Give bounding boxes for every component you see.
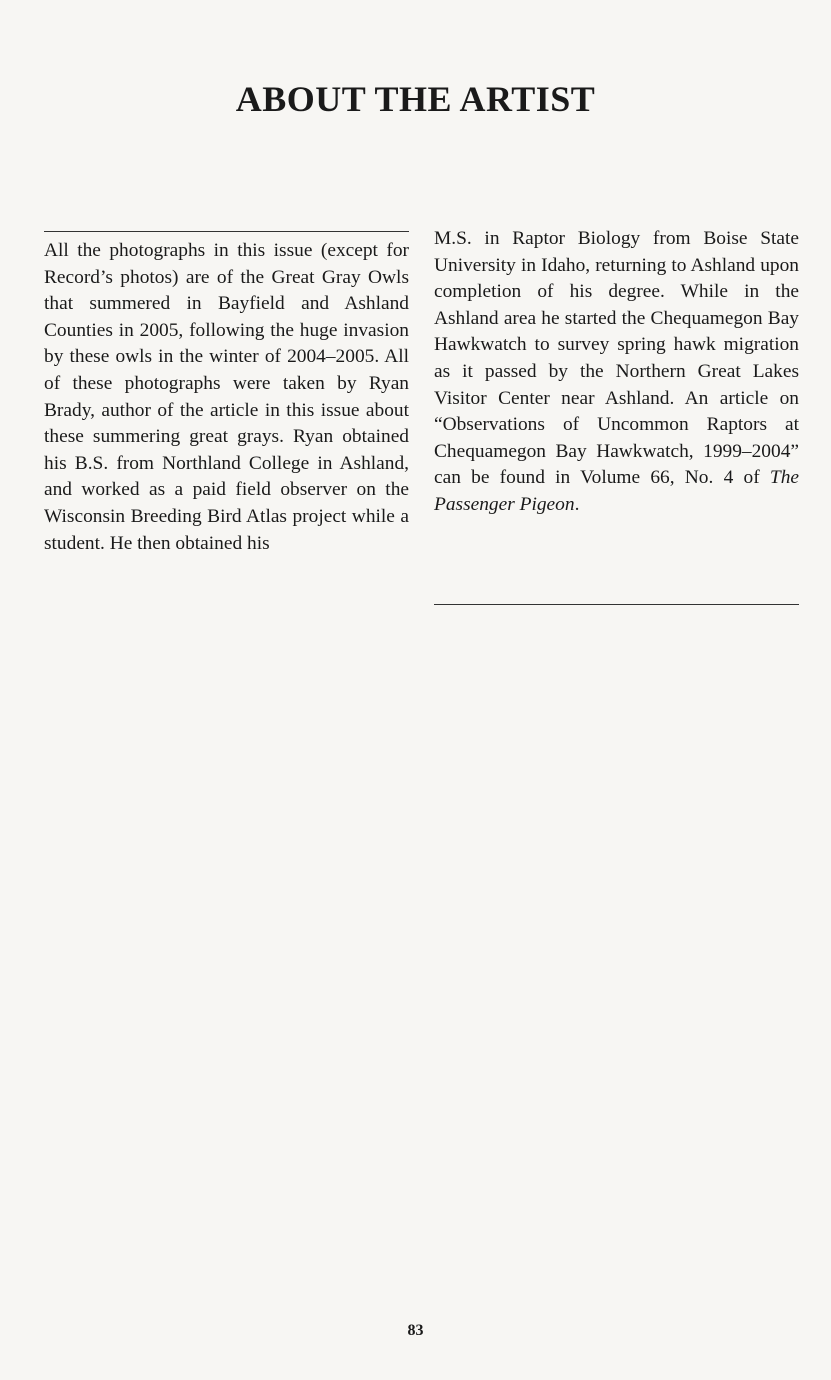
end-punctuation: . bbox=[574, 493, 580, 515]
right-column bbox=[434, 226, 799, 519]
right-column-paragraph bbox=[434, 226, 799, 519]
right-column-text: M.S. in Raptor Biology from Boise State University in Idaho, returning to Ashland upon completion of his degree. While in the Ashland area he started the Chequamegon Bay Hawkwatch to survey spring hawk migration as it passed by the Northern Great Lakes Visitor Center near Ashland. An article on “Observations of Uncommon Raptors at Chequamegon Bay Hawkwatch, 1999–2004” can be found in Volume 66, No. 4 of bbox=[434, 228, 799, 489]
page-title: ABOUT THE ARTIST bbox=[235, 79, 596, 119]
left-column-paragraph: All the photographs in this issue (except for Record’s photos) are of the Great Gray Owls that summered in Bayfield and Ashland Counties in 2005, following the huge invasion by these owls in the winter of 2004–2005. All of these photographs were taken by Ryan Brady, author of the article in this issue about these summering great grays. Ryan obtained his B.S. from Northland College in Ashland, and worked as a paid field observer on the Wisconsin Breeding Bird Atlas project while a student. He then obtained his bbox=[44, 240, 409, 554]
left-column bbox=[44, 238, 409, 557]
journal-title: The Passenger Pigeon bbox=[434, 467, 799, 515]
page-number: 83 bbox=[407, 1322, 424, 1339]
top-rule-left bbox=[44, 231, 409, 232]
bottom-rule-right bbox=[434, 604, 799, 605]
